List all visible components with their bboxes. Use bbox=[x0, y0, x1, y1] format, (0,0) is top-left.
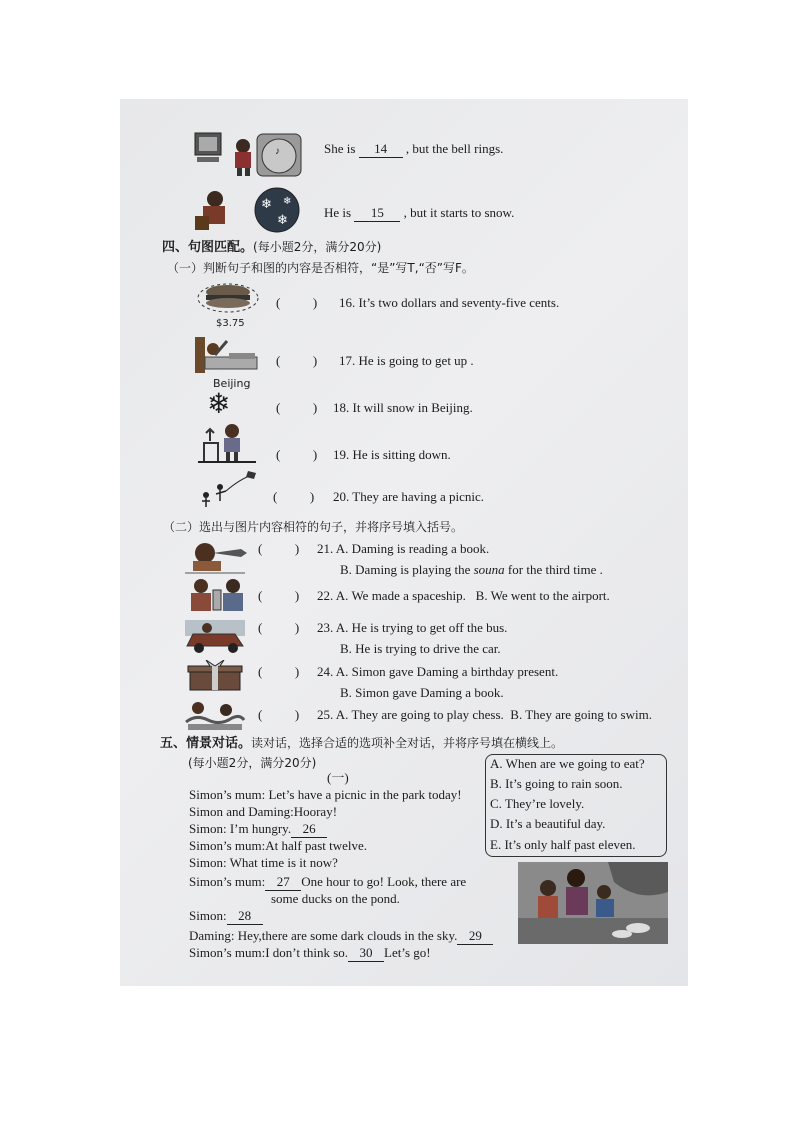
section5-score: (每小题2分，满分20分) bbox=[188, 756, 317, 770]
svg-text:❄: ❄ bbox=[277, 212, 288, 227]
answer-paren-16[interactable]: ( ) bbox=[276, 295, 318, 310]
q21-option-b: B. Daming is playing the bbox=[340, 562, 471, 577]
answer-paren-20[interactable]: ( ) bbox=[273, 489, 315, 504]
q18-number: 18. bbox=[333, 400, 350, 415]
question-19 bbox=[333, 447, 451, 463]
option-e: E. It’s only half past eleven. bbox=[490, 837, 636, 852]
svg-text:♪: ♪ bbox=[275, 146, 280, 157]
q22-number: 22. bbox=[317, 588, 334, 603]
q25-option-a: A. They are going to play chess. bbox=[335, 707, 504, 722]
dialogue-line-4: Simon’s mum:At half past twelve. bbox=[189, 838, 368, 853]
q24-option-b: B. Simon gave Daming a book. bbox=[340, 685, 504, 700]
q25-option-b: B. They are going to swim. bbox=[510, 707, 652, 722]
answer-paren-25[interactable]: ( ) bbox=[258, 707, 300, 722]
blank-28[interactable]: 28 bbox=[227, 908, 263, 925]
svg-text:❄: ❄ bbox=[283, 196, 292, 207]
section4-score: (每小题2分，满分20分) bbox=[253, 240, 382, 254]
section5-heading: 五、情景对话。 bbox=[160, 736, 252, 751]
question-17 bbox=[339, 353, 474, 369]
q22-option-a: A. We made a spaceship. bbox=[335, 588, 466, 603]
boy-playing-souna-picture bbox=[183, 539, 251, 575]
q15-post: , but it starts to snow. bbox=[403, 205, 515, 220]
dialogue-line-10-text: Simon’s mum:I don’t think so. bbox=[189, 945, 349, 960]
answer-paren-23[interactable]: ( ) bbox=[258, 620, 300, 635]
question-15 bbox=[324, 205, 514, 222]
question-16 bbox=[339, 295, 559, 311]
boy-snow-picture bbox=[193, 186, 308, 234]
question-14 bbox=[324, 141, 503, 158]
dialogue-line-8 bbox=[189, 908, 263, 925]
dialogue-line-8-text: Simon: bbox=[189, 908, 227, 923]
q17-text: He is going to get up . bbox=[358, 353, 474, 368]
dialogue-line-6 bbox=[189, 874, 466, 891]
q23-option-b: B. He is trying to drive the car. bbox=[340, 641, 501, 656]
section5-instruction: 读对话，选择合适的选项补全对话，并将序号填在横线上。 bbox=[251, 736, 564, 750]
q21-number: 21. bbox=[317, 541, 334, 556]
q19-number: 19. bbox=[333, 447, 350, 462]
two-kids-model-picture bbox=[185, 576, 251, 614]
teacher-bell-picture bbox=[193, 130, 305, 178]
q21-option-b-end: for the third time . bbox=[507, 562, 603, 577]
question-23-a bbox=[317, 620, 507, 636]
kite-flying-picture bbox=[196, 467, 262, 511]
blank-29[interactable]: 29 bbox=[457, 928, 493, 945]
question-21-b bbox=[340, 562, 603, 578]
q14-pre: She is bbox=[324, 141, 356, 156]
section4-part2-instruction: （二）选出与图片内容相符的句子，并将序号填入括号。 bbox=[163, 520, 464, 534]
section4-heading: 四、句图匹配。 bbox=[162, 240, 254, 255]
dialogue-line-3-text: Simon: I’m hungry. bbox=[189, 821, 292, 836]
answer-paren-24[interactable]: ( ) bbox=[258, 664, 300, 679]
price-label: $3.75 bbox=[216, 318, 245, 329]
dialogue-line-10-end: Let’s go! bbox=[384, 945, 431, 960]
dialogue-line-6-end: One hour to go! Look, there are bbox=[301, 874, 467, 889]
q14-blank[interactable]: 14 bbox=[359, 141, 403, 158]
answer-paren-18[interactable]: ( ) bbox=[276, 400, 318, 415]
boy-standing-picture bbox=[196, 421, 260, 465]
dialogue-line-2: Simon and Daming:Hooray! bbox=[189, 804, 338, 819]
dialogue-line-9 bbox=[189, 928, 493, 945]
question-18 bbox=[333, 400, 473, 416]
q21-option-a: A. Daming is reading a book. bbox=[335, 541, 490, 556]
option-b: B. It’s going to rain soon. bbox=[490, 776, 623, 791]
option-a: A. When are we going to eat? bbox=[490, 756, 645, 771]
dialogue-line-7: some ducks on the pond. bbox=[271, 891, 400, 906]
section5-part-label: (一) bbox=[327, 770, 349, 785]
q22-option-b: B. We went to the airport. bbox=[475, 588, 610, 603]
q15-pre: He is bbox=[324, 205, 352, 220]
dialogue-line-10 bbox=[189, 945, 431, 962]
q17-number: 17. bbox=[339, 353, 356, 368]
family-picnic-picture bbox=[518, 862, 668, 944]
q16-text: It’s two dollars and seventy-five cents. bbox=[358, 295, 560, 310]
answer-paren-17[interactable]: ( ) bbox=[276, 353, 318, 368]
answer-paren-19[interactable]: ( ) bbox=[276, 447, 318, 462]
q24-option-a: A. Simon gave Daming a birthday present. bbox=[335, 664, 559, 679]
section4-part1-instruction: （一）判断句子和图的内容是否相符，“是”写T,“否”写F。 bbox=[167, 261, 474, 275]
blank-30[interactable]: 30 bbox=[348, 945, 384, 962]
blank-27[interactable]: 27 bbox=[265, 874, 301, 891]
answer-paren-22[interactable]: ( ) bbox=[258, 588, 300, 603]
question-21-a bbox=[317, 541, 489, 557]
svg-text:❄: ❄ bbox=[261, 196, 272, 211]
q23-option-a: A. He is trying to get off the bus. bbox=[335, 620, 508, 635]
boy-in-bed-picture bbox=[193, 333, 259, 377]
blank-26[interactable]: 26 bbox=[291, 821, 327, 838]
gift-box-picture bbox=[186, 660, 244, 692]
question-22 bbox=[317, 588, 610, 604]
question-24-a bbox=[317, 664, 558, 680]
q14-post: , but the bell rings. bbox=[405, 141, 504, 156]
q20-text: They are having a picnic. bbox=[352, 489, 485, 504]
dialogue-line-6-text: Simon’s mum: bbox=[189, 874, 266, 889]
question-25 bbox=[317, 707, 652, 723]
question-20 bbox=[333, 489, 484, 505]
q15-blank[interactable]: 15 bbox=[354, 205, 400, 222]
section4-header bbox=[162, 239, 381, 256]
q24-number: 24. bbox=[317, 664, 334, 679]
option-c: C. They’re lovely. bbox=[490, 796, 585, 811]
car-picture bbox=[183, 618, 247, 654]
q25-number: 25. bbox=[317, 707, 334, 722]
beijing-label: Beijing bbox=[213, 377, 251, 390]
dialogue-line-3 bbox=[189, 821, 327, 838]
dialogue-line-5: Simon: What time is it now? bbox=[189, 855, 338, 870]
q20-number: 20. bbox=[333, 489, 350, 504]
q18-text: It will snow in Beijing. bbox=[352, 400, 473, 415]
answer-paren-21[interactable]: ( ) bbox=[258, 541, 300, 556]
dialogue-line-1: Simon’s mum: Let’s have a picnic in the park today! bbox=[189, 787, 462, 802]
q23-number: 23. bbox=[317, 620, 334, 635]
q16-number: 16. bbox=[339, 295, 356, 310]
section5-header bbox=[160, 735, 563, 752]
swimmers-picture bbox=[184, 696, 246, 732]
q19-text: He is sitting down. bbox=[352, 447, 451, 462]
q21-option-b-em: souna bbox=[473, 562, 505, 577]
snowflake-icon: ❄ bbox=[207, 387, 231, 420]
dialogue-line-9-text: Daming: Hey,there are some dark clouds in the sky. bbox=[189, 928, 458, 943]
option-d: D. It’s a beautiful day. bbox=[490, 816, 606, 831]
